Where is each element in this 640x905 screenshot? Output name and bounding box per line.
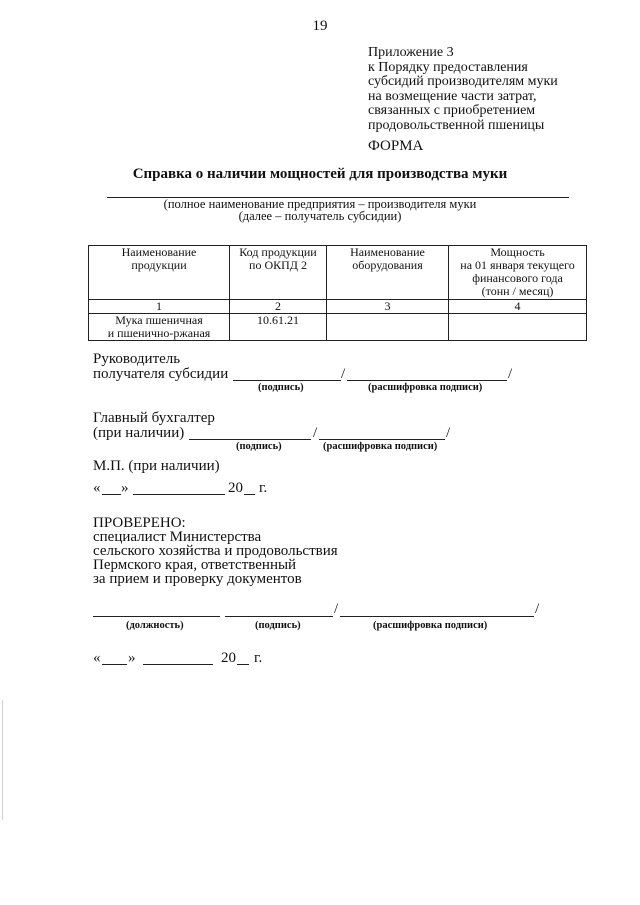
head-label-2: получателя субсидии [93,366,229,382]
accountant-label-1: Главный бухгалтер [93,410,215,426]
accountant-signature-caption: (подпись) [236,441,282,452]
header-capacity: Мощность на 01 января текущего финансового года (тонн / месяц) [449,246,587,300]
accountant-signature-line[interactable] [189,439,311,440]
date1-day-line[interactable] [102,494,121,495]
appendix-header [368,46,608,133]
head-signature-caption: (подпись) [258,382,304,393]
page-number: 19 [312,18,328,34]
specialist-signature-caption: (подпись) [255,620,301,631]
table-row [89,314,587,341]
checked-line: специалист Министерства [93,529,262,545]
appendix-line: к Порядку предоставления [368,59,528,75]
cell-equipment[interactable] [327,314,449,341]
accountant-decode-line[interactable] [319,439,445,440]
checked-block [93,516,338,586]
head-label-1: Руководитель [93,351,181,367]
cell-code: 10.61.21 [230,314,327,341]
specialist-position-line[interactable] [93,616,220,617]
table-header-row [89,246,587,300]
accountant-label-2: (при наличии) [93,425,185,441]
appendix-line: Приложение 3 [368,45,454,60]
document-title: Справка о наличии мощностей для производства муки [132,166,508,182]
date2-day-line[interactable] [102,664,127,665]
recipient-caption-1: (полное наименование предприятия – производителя муки [163,197,477,211]
specialist-slash: / [334,601,339,617]
head-signature-line[interactable] [233,380,341,381]
date1-month-line[interactable] [133,494,225,495]
specialist-position-caption: (должность) [126,620,184,631]
accountant-decode-caption: (расшифровка подписи) [323,441,438,452]
appendix-line: связанных с приобретением [368,103,536,118]
header-code: Код продукции по ОКПД 2 [230,246,327,300]
appendix-line: субсидий производителям муки [368,74,558,89]
column-number: 1 [89,300,230,314]
date2-suffix: г. [254,650,263,666]
column-number-row [89,300,587,314]
date1-year: 20 [228,480,243,496]
date1-year-line[interactable] [244,494,255,495]
recipient-caption-2: (далее – получатель субсидии) [238,209,402,223]
checked-line: Пермского края, ответственный [93,557,297,573]
date1-open-quote: « [93,480,101,496]
appendix-line: на возмещение части затрат, [368,88,537,104]
column-number: 2 [230,300,327,314]
cell-capacity[interactable] [449,314,587,341]
checked-line: сельского хозяйства и продовольствия [93,543,338,559]
specialist-signature-line[interactable] [225,616,333,617]
date2-month-line[interactable] [143,664,213,665]
head-end-slash: / [508,366,513,382]
column-number: 4 [449,300,587,314]
specialist-decode-line[interactable] [340,616,534,617]
date1-close-quote: » [121,480,129,496]
appendix-line: продовольственной пшеницы [368,117,545,133]
form-label: ФОРМА [368,138,424,154]
cell-product: Мука пшеничная и пшенично-ржаная [89,314,230,341]
date2-open-quote: « [93,650,101,666]
head-slash: / [341,366,346,382]
specialist-end-slash: / [535,601,540,617]
accountant-slash: / [313,425,318,441]
checked-heading: ПРОВЕРЕНО: [93,515,186,531]
date2-close-quote: » [128,650,136,666]
date2-year-line[interactable] [237,664,249,665]
head-decode-line[interactable] [347,380,507,381]
specialist-decode-caption: (расшифровка подписи) [373,620,488,631]
checked-line: за прием и проверку документов [93,571,302,587]
date2-year: 20 [221,650,236,666]
header-product: Наименование продукции [89,246,230,300]
stamp-label: М.П. (при наличии) [93,458,220,474]
scan-edge-line [2,700,3,820]
date1-suffix: г. [259,480,268,496]
accountant-end-slash: / [446,425,451,441]
head-decode-caption: (расшифровка подписи) [368,382,483,393]
header-equipment: Наименование оборудования [327,246,449,300]
capacity-table [88,245,587,341]
column-number: 3 [327,300,449,314]
